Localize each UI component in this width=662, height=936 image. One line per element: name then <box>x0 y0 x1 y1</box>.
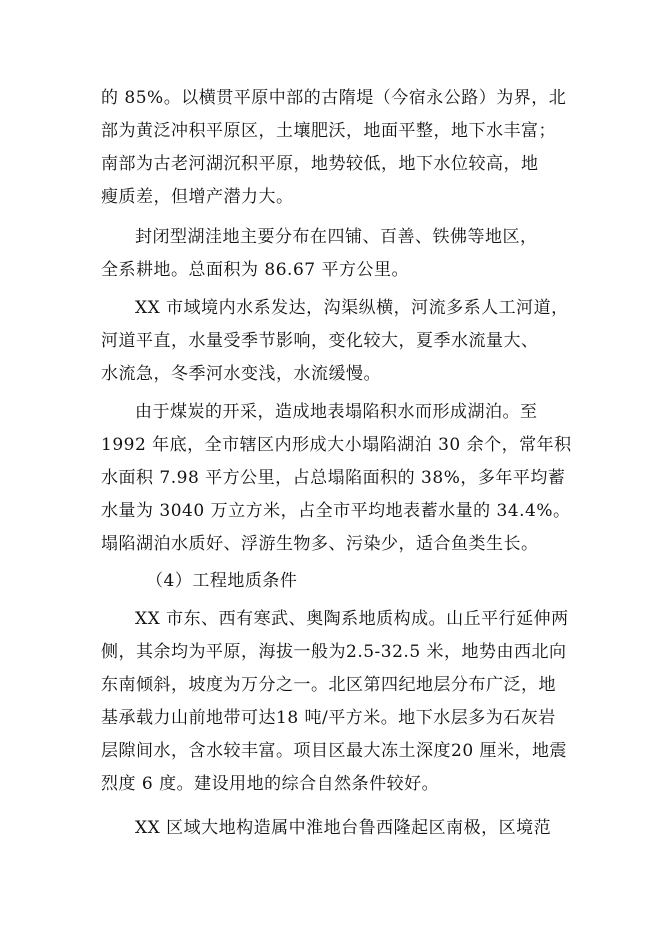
paragraph-line: XX 市域境内水系发达，沟渠纵横，河流多系人工河道， <box>135 298 569 318</box>
paragraph-line: 水量为 3040 万立方米，占全市平均地表蓄水量的 34.4%。 <box>101 501 571 521</box>
paragraph-line: 水面积 7.98 平方公里，占总塌陷面积的 38%，多年平均蓄 <box>101 468 566 488</box>
paragraph-line: 水流急，冬季河水变浅，水流缓慢。 <box>101 364 381 384</box>
paragraph-line: 封闭型湖洼地主要分布在四铺、百善、铁佛等地区， <box>135 227 538 247</box>
paragraph-line: 部为黄泛冲积平原区，土壤肥沃，地面平整，地下水丰富； <box>101 121 556 141</box>
paragraph-line: XX 区域大地构造属中淮地台鲁西隆起区南极，区境范 <box>135 818 552 838</box>
paragraph-line: 全系耕地。总面积为 86.67 平方公里。 <box>101 260 409 280</box>
paragraph-line: 1992 年底，全市辖区内形成大小塌陷湖泊 30 余个，常年积 <box>101 435 572 455</box>
paragraph-line: 南部为古老河湖沉积平原，地势较低，地下水位较高，地 <box>101 154 539 174</box>
paragraph-line: 的 85%。以横贯平原中部的古隋堤（今宿永公路）为界，北 <box>101 88 567 108</box>
section-heading: （4）工程地质条件 <box>146 571 298 591</box>
paragraph-line: 基承载力山前地带可达18 吨/平方米。地下水层多为石灰岩 <box>101 708 556 728</box>
paragraph-line: 东南倾斜，坡度为万分之一。北区第四纪地层分布广泛，地 <box>101 675 556 695</box>
paragraph-line: 河道平直，水量受季节影响，变化较大，夏季水流量大、 <box>101 331 539 351</box>
paragraph-line: 烈度 6 度。建设用地的综合自然条件较好。 <box>101 774 440 794</box>
paragraph-line: XX 市东、西有寒武、奥陶系地质构成。山丘平行延伸两 <box>135 609 569 629</box>
paragraph-line: 侧，其余均为平原，海拔一般为2.5-32.5 米，地势由西北向 <box>101 642 567 662</box>
paragraph-line: 层隙间水，含水较丰富。项目区最大冻土深度20 厘米，地震 <box>101 741 568 761</box>
paragraph-line: 由于煤炭的开采，造成地表塌陷积水而形成湖泊。至 <box>135 402 538 422</box>
paragraph-line: 塌陷湖泊水质好、浮游生物多、污染少，适合鱼类生长。 <box>101 534 539 554</box>
paragraph-line: 瘦质差，但增产潜力大。 <box>101 187 294 207</box>
